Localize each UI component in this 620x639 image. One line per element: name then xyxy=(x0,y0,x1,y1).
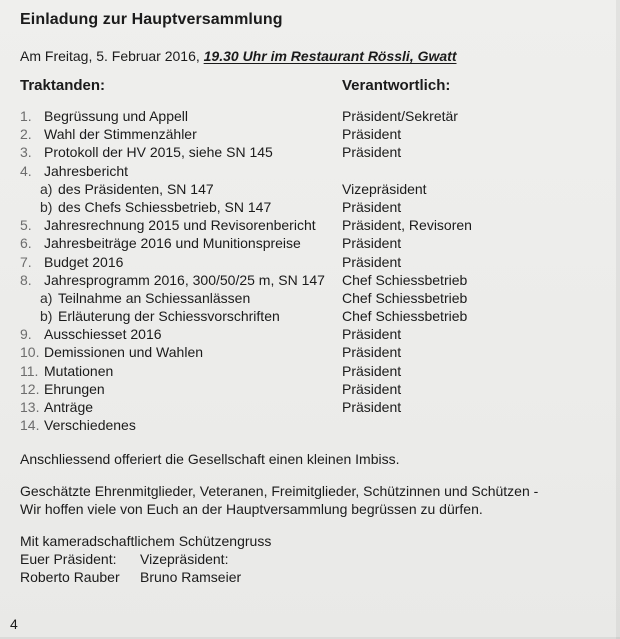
agenda-item-text: Begrüssung und Appell xyxy=(44,108,188,124)
agenda-item-text: Jahresrechnung 2015 und Revisorenbericht xyxy=(44,217,316,234)
agenda-item-text: Budget 2016 xyxy=(44,253,124,270)
agenda-item xyxy=(20,343,600,361)
agenda-item-text: Jahresbeiträge 2016 und Munitionspreise xyxy=(44,235,301,252)
president-name: Roberto Rauber xyxy=(20,569,120,585)
agenda-item-number: 13. xyxy=(20,399,40,415)
agenda-item-responsible: Präsident xyxy=(342,253,402,270)
greeting-paragraph xyxy=(20,482,538,518)
agenda-item xyxy=(20,216,600,234)
signature-grid xyxy=(20,550,320,586)
agenda-subitem-label: a) xyxy=(40,289,53,306)
agenda-item-number: 4. xyxy=(20,162,32,179)
agenda-item-number: 3. xyxy=(20,144,32,161)
agenda-item xyxy=(20,125,600,143)
agenda-item-text: Mutationen xyxy=(44,362,114,379)
agenda-item-responsible: Präsident xyxy=(342,344,402,361)
agenda-item xyxy=(20,143,600,161)
agenda-item-responsible: Präsident xyxy=(342,198,402,215)
agenda-item-responsible: Präsident xyxy=(342,362,402,379)
agenda-item xyxy=(20,271,600,289)
meeting-intro xyxy=(20,48,457,64)
closing-line: Mit kameradschaftlichem Schützengruss xyxy=(20,533,272,549)
agenda-item-text: Protokoll der HV 2015, siehe SN 145 xyxy=(44,144,273,161)
agenda-subitem xyxy=(20,289,600,307)
agenda-item-responsible: Präsident xyxy=(342,126,402,143)
agenda-item-number: 14. xyxy=(20,417,40,434)
agenda-item-responsible: Chef Schiessbetrieb xyxy=(342,271,468,288)
agenda-item-number: 9. xyxy=(20,326,32,343)
vice-president-role: Vizepräsident: xyxy=(140,551,229,567)
agenda-item-number: 10. xyxy=(20,344,40,361)
agenda-item-number: 6. xyxy=(20,235,32,252)
agenda-item-text: Anträge xyxy=(44,399,94,415)
agenda-item xyxy=(20,162,600,180)
agenda-item-text: Verschiedenes xyxy=(44,417,136,434)
agenda-item-text: Wahl der Stimmenzähler xyxy=(44,126,197,143)
agenda-item-number: 12. xyxy=(20,380,40,397)
agenda-item xyxy=(20,107,600,125)
agenda-item-number: 2. xyxy=(20,126,32,143)
agenda-item-responsible: Chef Schiessbetrieb xyxy=(342,308,468,325)
agenda-item xyxy=(20,398,600,416)
greeting-line-1: Geschätzte Ehrenmitglieder, Veteranen, Freimitglieder, Schützinnen und Schützen - xyxy=(20,483,539,499)
document-title: Einladung zur Hauptversammlung xyxy=(20,11,283,28)
agenda-item-responsible: Präsident xyxy=(342,144,402,161)
agenda-item-responsible: Präsident xyxy=(342,380,402,397)
agenda-item-text: Ehrungen xyxy=(44,380,105,397)
agenda-subitem-text: Teilnahme an Schiessanlässen xyxy=(58,289,251,306)
responsible-heading: Verantwortlich: xyxy=(342,77,451,94)
agenda-subitem-label: b) xyxy=(40,198,53,215)
agenda-subitem-text: des Chefs Schiessbetrieb, SN 147 xyxy=(58,198,272,215)
vice-president-name: Bruno Ramseier xyxy=(140,569,242,585)
agenda-item xyxy=(20,362,600,380)
meeting-date-text: Am Freitag, 5. Februar 2016, xyxy=(20,48,204,64)
agenda-item-responsible: Präsident xyxy=(342,235,402,252)
vice-president-signature xyxy=(140,550,241,586)
page-number: 4 xyxy=(10,616,18,632)
agenda-subitem-text: Erläuterung der Schiessvorschriften xyxy=(58,308,280,325)
agenda-item xyxy=(20,253,600,271)
agenda-subitem xyxy=(20,307,600,325)
agenda-subitem xyxy=(20,198,600,216)
agenda-item-responsible: Präsident xyxy=(342,399,402,415)
agenda-subitem xyxy=(20,180,600,198)
agenda-item-responsible: Präsident xyxy=(342,326,402,343)
agenda-item xyxy=(20,234,600,252)
agenda-item-responsible: Präsident/Sekretär xyxy=(342,108,458,124)
agenda-item-text: Demissionen und Wahlen xyxy=(44,344,204,361)
closing-block xyxy=(20,532,320,586)
agenda-item-responsible: Vizepräsident xyxy=(342,180,427,197)
agenda-item-number: 11. xyxy=(20,362,39,379)
agenda-heading: Traktanden: xyxy=(20,77,106,94)
meeting-time-location: 19.30 Uhr im Restaurant Rössli, Gwatt xyxy=(203,48,457,64)
refreshment-note: Anschliessend offeriert die Gesellschaft einen kleinen Imbiss. xyxy=(20,451,400,467)
agenda-item-responsible: Präsident, Revisoren xyxy=(342,217,472,234)
agenda-item-number: 1. xyxy=(20,108,32,124)
agenda-item xyxy=(20,325,600,343)
agenda-subitem-text: des Präsidenten, SN 147 xyxy=(58,180,214,197)
greeting-line-2: Wir hoffen viele von Euch an der Hauptversammlung begrüssen zu dürfen. xyxy=(20,501,483,517)
agenda-item xyxy=(20,380,600,398)
president-role: Euer Präsident: xyxy=(20,551,117,567)
agenda-item-responsible: Chef Schiessbetrieb xyxy=(342,289,468,306)
agenda-item-number: 5. xyxy=(20,217,32,234)
agenda-subitem-label: b) xyxy=(40,308,53,325)
agenda-item-number: 7. xyxy=(20,253,32,270)
president-signature xyxy=(20,550,120,586)
agenda-item-text: Ausschiesset 2016 xyxy=(44,326,162,343)
agenda-item-text: Jahresbericht xyxy=(44,162,129,179)
agenda-subitem-label: a) xyxy=(40,180,53,197)
agenda-item-number: 8. xyxy=(20,271,32,288)
agenda-item-text: Jahresprogramm 2016, 300/50/25 m, SN 147 xyxy=(44,271,325,288)
agenda-list xyxy=(20,107,600,434)
agenda-item xyxy=(20,416,600,434)
